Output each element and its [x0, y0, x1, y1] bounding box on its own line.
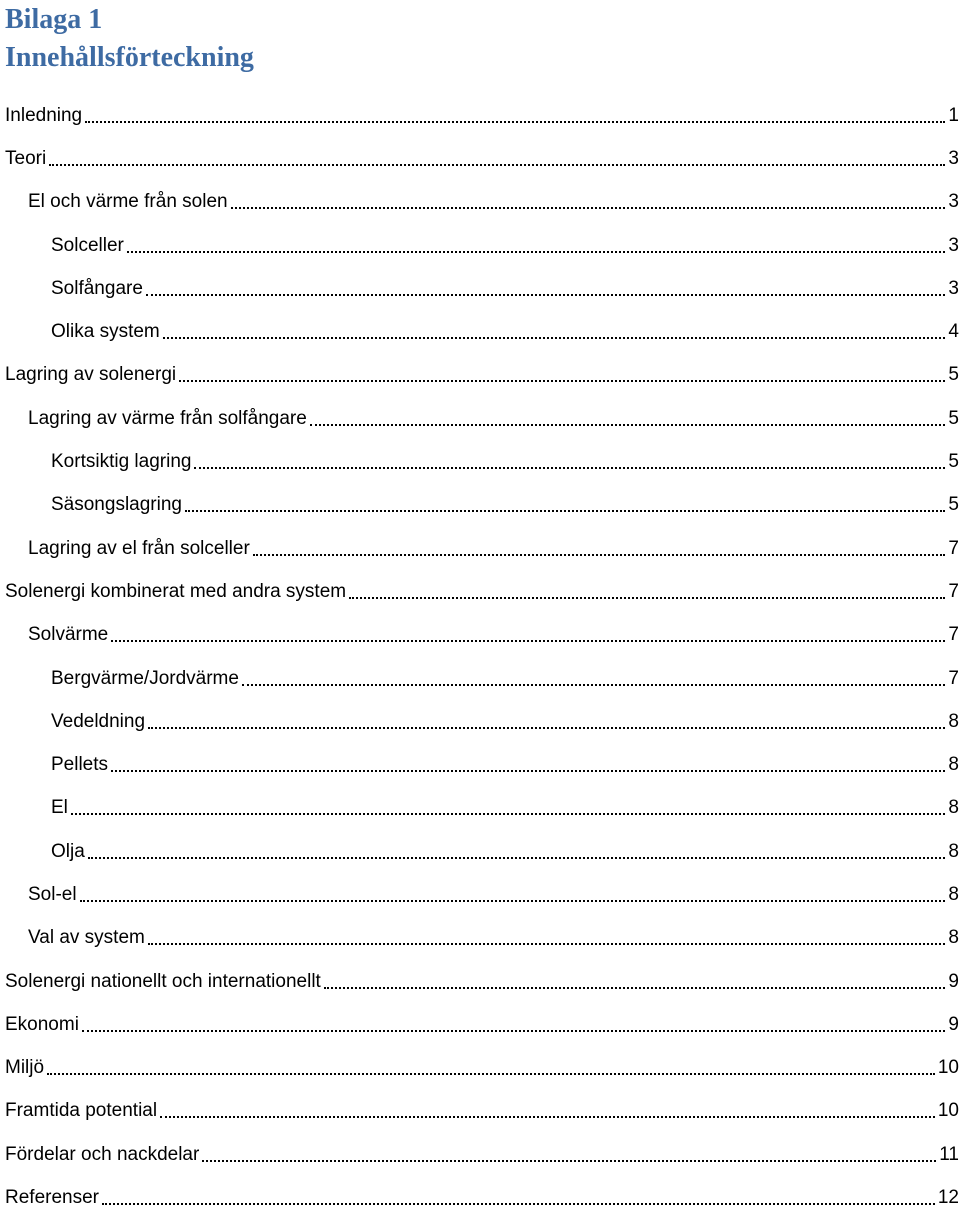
toc-dot-leader: [202, 1156, 936, 1162]
toc-entry-title[interactable]: Kortsiktig lagring: [51, 451, 192, 473]
toc-dot-leader: [127, 247, 946, 253]
toc-entry-title[interactable]: Teori: [5, 147, 47, 169]
toc-dot-leader: [253, 550, 946, 556]
toc-entry-title[interactable]: Solenergi kombinerat med andra system: [5, 580, 347, 602]
toc-dot-leader: [82, 1026, 946, 1032]
toc-entry-title[interactable]: Solfångare: [51, 277, 143, 299]
toc-page-number[interactable]: 9: [948, 1013, 959, 1035]
toc-dot-leader: [231, 203, 946, 209]
toc-page-number[interactable]: 3: [948, 147, 959, 169]
toc-entry[interactable]: [0, 614, 960, 657]
toc-dot-leader: [242, 680, 945, 686]
toc-page-number[interactable]: 8: [948, 883, 959, 905]
toc-entry[interactable]: [0, 181, 960, 224]
toc-dot-leader: [160, 1112, 935, 1118]
toc-dot-leader: [163, 333, 946, 339]
toc-entry[interactable]: [0, 700, 960, 743]
toc-page-number[interactable]: 12: [937, 1187, 959, 1209]
toc-entry[interactable]: [0, 354, 960, 397]
toc-page-number[interactable]: 5: [948, 451, 959, 473]
toc-entry[interactable]: [0, 1133, 960, 1176]
toc-dot-leader: [148, 939, 946, 945]
toc-entry[interactable]: [0, 873, 960, 916]
toc-dot-leader: [111, 636, 945, 642]
toc-entry-title[interactable]: Referenser: [5, 1187, 99, 1209]
toc-entry[interactable]: [0, 787, 960, 830]
toc-page-number[interactable]: 7: [948, 580, 959, 602]
toc-entry-title[interactable]: Inledning: [5, 104, 83, 126]
toc-entry[interactable]: [0, 527, 960, 570]
toc-dot-leader: [148, 723, 945, 729]
toc-entry[interactable]: [0, 657, 960, 700]
toc-entry[interactable]: [0, 1047, 960, 1090]
toc-entry[interactable]: [0, 1003, 960, 1046]
toc-dot-leader: [80, 896, 946, 902]
toc-dot-leader: [185, 506, 945, 512]
toc-entry-title[interactable]: Fördelar och nackdelar: [5, 1143, 200, 1165]
toc-entry-title[interactable]: Lagring av solenergi: [5, 364, 177, 386]
toc-entry-title[interactable]: Solceller: [51, 234, 124, 256]
toc-dot-leader: [349, 593, 945, 599]
toc-dot-leader: [88, 853, 946, 859]
toc-dot-leader: [71, 809, 946, 815]
toc-entry-title[interactable]: Val av system: [28, 927, 145, 949]
toc-page-number[interactable]: 5: [948, 407, 959, 429]
toc-entry[interactable]: [0, 917, 960, 960]
toc-entry[interactable]: [0, 1090, 960, 1133]
toc-entry[interactable]: [0, 830, 960, 873]
toc-entry[interactable]: [0, 267, 960, 310]
toc-dot-leader: [49, 160, 945, 166]
toc-entry-title[interactable]: Olja: [51, 840, 85, 862]
toc-page-number[interactable]: 10: [937, 1057, 959, 1079]
toc-page-number[interactable]: 5: [948, 494, 959, 516]
toc-entry-title[interactable]: Miljö: [5, 1057, 45, 1079]
toc-page-number[interactable]: 3: [948, 277, 959, 299]
toc-entry-title[interactable]: Pellets: [51, 754, 109, 776]
toc-page-number[interactable]: 8: [948, 927, 959, 949]
toc-entry-title[interactable]: Solvärme: [28, 624, 109, 646]
toc-title: Innehållsförteckning: [5, 42, 254, 73]
toc-page-number[interactable]: 5: [948, 364, 959, 386]
toc-entry[interactable]: [0, 484, 960, 527]
toc-entry[interactable]: [0, 397, 960, 440]
toc-entry[interactable]: [0, 1176, 960, 1219]
toc-page-number[interactable]: 7: [948, 624, 959, 646]
toc-entry[interactable]: [0, 137, 960, 180]
toc-entry[interactable]: [0, 310, 960, 353]
toc-page-number[interactable]: 1: [948, 104, 959, 126]
toc-page-number[interactable]: 8: [948, 754, 959, 776]
toc-entry[interactable]: [0, 743, 960, 786]
toc-dot-leader: [47, 1069, 935, 1075]
toc-entry-title[interactable]: El och värme från solen: [28, 191, 228, 213]
toc-entry-title[interactable]: Framtida potential: [5, 1100, 158, 1122]
toc-dot-leader: [146, 290, 946, 296]
toc-dot-leader: [102, 1199, 935, 1205]
toc-page-number[interactable]: 7: [948, 667, 959, 689]
toc-entry-title[interactable]: Vedeldning: [51, 710, 146, 732]
toc-page-number[interactable]: 11: [939, 1143, 959, 1165]
toc-dot-leader: [85, 117, 945, 123]
toc-entry-title[interactable]: Solenergi nationellt och internationellt: [5, 970, 321, 992]
toc-entry[interactable]: [0, 224, 960, 267]
toc-entry-title[interactable]: Olika system: [51, 321, 160, 343]
toc-entry[interactable]: [0, 440, 960, 483]
toc-dot-leader: [324, 983, 946, 989]
toc-entry-title[interactable]: Lagring av värme från solfångare: [28, 407, 307, 429]
toc-dot-leader: [179, 376, 945, 382]
toc-page-number[interactable]: 4: [948, 321, 959, 343]
toc-entry-title[interactable]: Sol-el: [28, 883, 77, 905]
table-of-contents: [0, 94, 960, 1220]
toc-page-number[interactable]: 8: [948, 840, 959, 862]
toc-entry[interactable]: [0, 960, 960, 1003]
toc-page-number[interactable]: 8: [948, 797, 959, 819]
toc-page-number[interactable]: 8: [948, 710, 959, 732]
toc-page-number[interactable]: 3: [948, 191, 959, 213]
toc-entry-title[interactable]: El: [51, 797, 68, 819]
toc-entry-title[interactable]: Säsongslagring: [51, 494, 182, 516]
toc-dot-leader: [194, 463, 945, 469]
toc-entry[interactable]: [0, 94, 960, 137]
toc-page-number[interactable]: 3: [948, 234, 959, 256]
toc-page-number[interactable]: 9: [948, 970, 959, 992]
toc-entry[interactable]: [0, 570, 960, 613]
toc-entry-title[interactable]: Lagring av el från solceller: [28, 537, 250, 559]
toc-page-number[interactable]: 10: [937, 1100, 959, 1122]
appendix-title: Bilaga 1: [5, 4, 103, 35]
toc-dot-leader: [310, 420, 946, 426]
toc-dot-leader: [111, 766, 945, 772]
toc-entry-title[interactable]: Bergvärme/Jordvärme: [51, 667, 239, 689]
toc-entry-title[interactable]: Ekonomi: [5, 1013, 79, 1035]
toc-page-number[interactable]: 7: [948, 537, 959, 559]
